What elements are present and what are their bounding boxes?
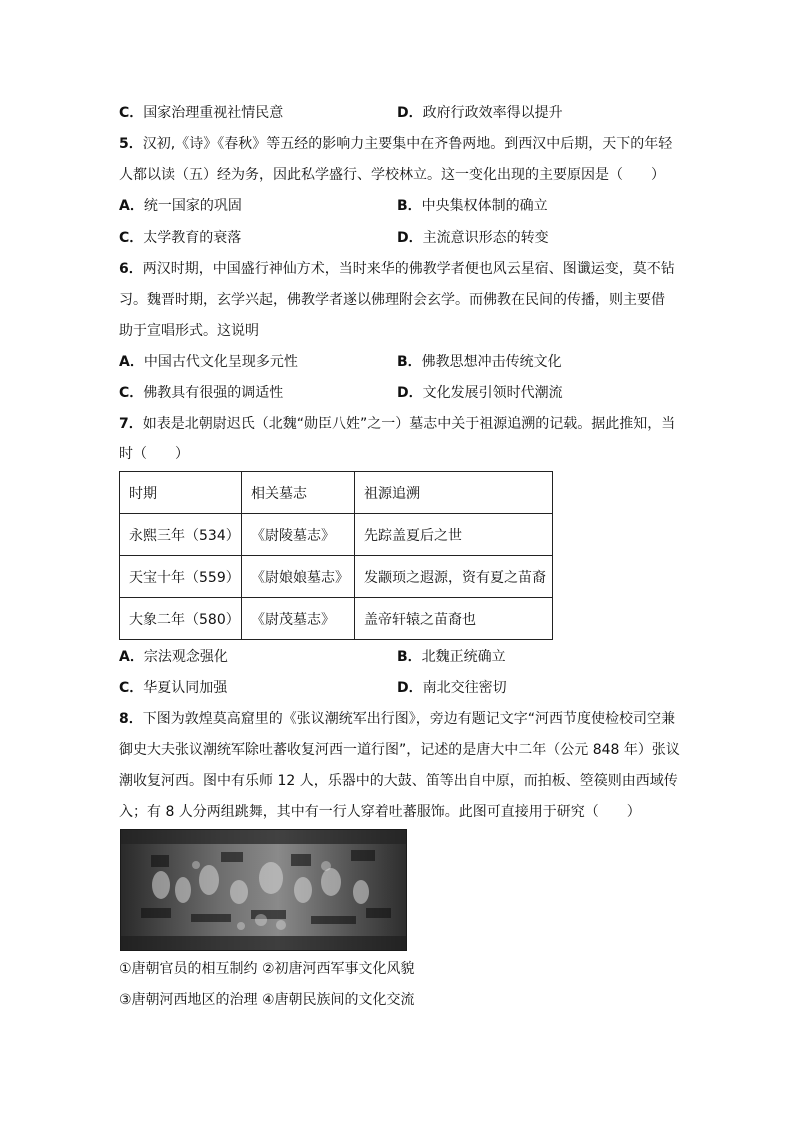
q5-option-b [397, 196, 548, 216]
q4-option-d [397, 103, 563, 123]
q5-option-a [119, 196, 242, 216]
q6-option-d [397, 383, 563, 403]
q5-option-d [397, 228, 549, 248]
mural-photo-icon [121, 830, 406, 950]
option-text: 国家治理重视社情民意 [143, 105, 284, 121]
option-letter: D． [397, 230, 423, 246]
option-letter: D． [397, 105, 423, 121]
question-number: 5． [119, 136, 143, 152]
table-cell: 发颛顼之遐源，资有夏之苗裔 [355, 556, 553, 598]
option-text: 佛教思想冲击传统文化 [421, 354, 562, 370]
question-text: 两汉时期，中国盛行神仙方术，当时来华的佛教学者便也风云星宿、图谶运变，莫不钻 [142, 261, 675, 277]
option-letter: D． [397, 680, 423, 696]
option-text: 华夏认同加强 [143, 680, 228, 696]
q8-statements-line-2 [119, 990, 415, 1010]
question-number: 8． [119, 711, 143, 727]
option-letter: D． [397, 385, 423, 401]
table-cell: 盖帝轩辕之苗裔也 [355, 598, 553, 640]
question-text: 时（ ） [119, 446, 189, 462]
question-text: 潮收复河西。图中有乐师 12 人，乐器中的大鼓、笛等出自中原，而拍板、箜篌则由西域传 [119, 773, 678, 789]
option-text: 中国古代文化呈现多元性 [143, 354, 298, 370]
q6-option-a [119, 352, 298, 372]
option-letter: A． [119, 198, 144, 214]
table-header-cell: 时期 [120, 472, 242, 514]
q8-stem-line-3 [119, 771, 678, 791]
table-cell: 大象二年（580） [120, 598, 242, 640]
table-header-cell: 相关墓志 [242, 472, 355, 514]
table-row [120, 556, 553, 598]
question-text: 汉初,《诗》《春秋》等五经的影响力主要集中在齐鲁两地。到西汉中后期，天下的年轻 [142, 136, 673, 152]
q8-statements-line-1 [119, 959, 415, 979]
q7-option-a [119, 647, 228, 667]
option-text: 北魏正统确立 [421, 649, 506, 665]
q6-option-b [397, 352, 562, 372]
table-row [120, 514, 553, 556]
option-letter: B． [397, 354, 422, 370]
option-letter: A． [119, 354, 144, 370]
table-header-cell: 祖源追溯 [355, 472, 553, 514]
option-text: 统一国家的巩固 [143, 198, 242, 214]
table-header-row [120, 472, 553, 514]
q7-option-d [397, 678, 507, 698]
option-text: 主流意识形态的转变 [422, 230, 549, 246]
table-cell: 《尉娘娘墓志》 [242, 556, 355, 598]
q6-stem-line-1 [119, 259, 675, 279]
option-letter: A． [119, 649, 144, 665]
option-letter: B． [397, 198, 422, 214]
table-cell: 永熙三年（534） [120, 514, 242, 556]
q5-stem-line-2 [119, 165, 665, 185]
question-text: 御史大夫张议潮统军除吐蕃收复河西一道行图”，记述的是唐大中二年（公元 848 年）张议 [119, 742, 680, 758]
table-cell: 天宝十年（559） [120, 556, 242, 598]
table-cell: 《尉茂墓志》 [242, 598, 355, 640]
statement-text: ①唐朝官员的相互制约 ②初唐河西军事文化风貌 [119, 961, 415, 977]
table-cell: 先踪盖夏后之世 [355, 514, 553, 556]
q6-stem-line-3 [119, 321, 259, 341]
option-text: 中央集权体制的确立 [421, 198, 548, 214]
question-text: 如表是北朝尉迟氏（北魏“勋臣八姓”之一）墓志中关于祖源追溯的记载。据此推知，当 [142, 416, 676, 432]
question-text: 助于宣唱形式。这说明 [119, 323, 259, 339]
option-text: 佛教具有很强的调适性 [143, 385, 284, 401]
q8-stem-line-1 [119, 709, 675, 729]
option-text: 宗法观念强化 [143, 649, 228, 665]
question-number: 6． [119, 261, 143, 277]
table-cell: 《尉陵墓志》 [242, 514, 355, 556]
option-text: 南北交往密切 [422, 680, 507, 696]
q7-option-c [119, 678, 227, 698]
mural-image [120, 829, 407, 951]
q4-option-c [119, 103, 283, 123]
q5-option-c [119, 228, 241, 248]
q7-option-b [397, 647, 506, 667]
question-number: 7． [119, 416, 143, 432]
question-text: 习。魏晋时期，玄学兴起，佛教学者遂以佛理附会玄学。而佛教在民间的传播，则主要借 [119, 292, 665, 308]
q5-stem-line-1 [119, 134, 672, 154]
question-text: 下图为敦煌莫高窟里的《张议潮统军出行图》，旁边有题记文字“河西节度使检校司空兼 [142, 711, 676, 727]
table-row [120, 598, 553, 640]
q8-stem-line-2 [119, 740, 680, 760]
q8-stem-line-4 [119, 802, 641, 822]
option-text: 政府行政效率得以提升 [422, 105, 563, 121]
q7-stem-line-2 [119, 444, 189, 464]
option-letter: C． [119, 105, 144, 121]
question-text: 入；有 8 人分两组跳舞，其中有一行人穿着吐蕃服饰。此图可直接用于研究（ ） [119, 804, 641, 820]
option-letter: B． [397, 649, 422, 665]
option-text: 太学教育的衰落 [143, 230, 242, 246]
q6-option-c [119, 383, 283, 403]
q6-stem-line-2 [119, 290, 665, 310]
option-letter: C． [119, 680, 144, 696]
option-letter: C． [119, 230, 144, 246]
option-letter: C． [119, 385, 144, 401]
ancestry-table [119, 471, 553, 640]
statement-text: ③唐朝河西地区的治理 ④唐朝民族间的文化交流 [119, 992, 415, 1008]
option-text: 文化发展引领时代潮流 [422, 385, 563, 401]
q7-stem-line-1 [119, 414, 675, 434]
question-text: 人都以读（五）经为务，因此私学盛行、学校林立。这一变化出现的主要原因是（ ） [119, 167, 665, 183]
